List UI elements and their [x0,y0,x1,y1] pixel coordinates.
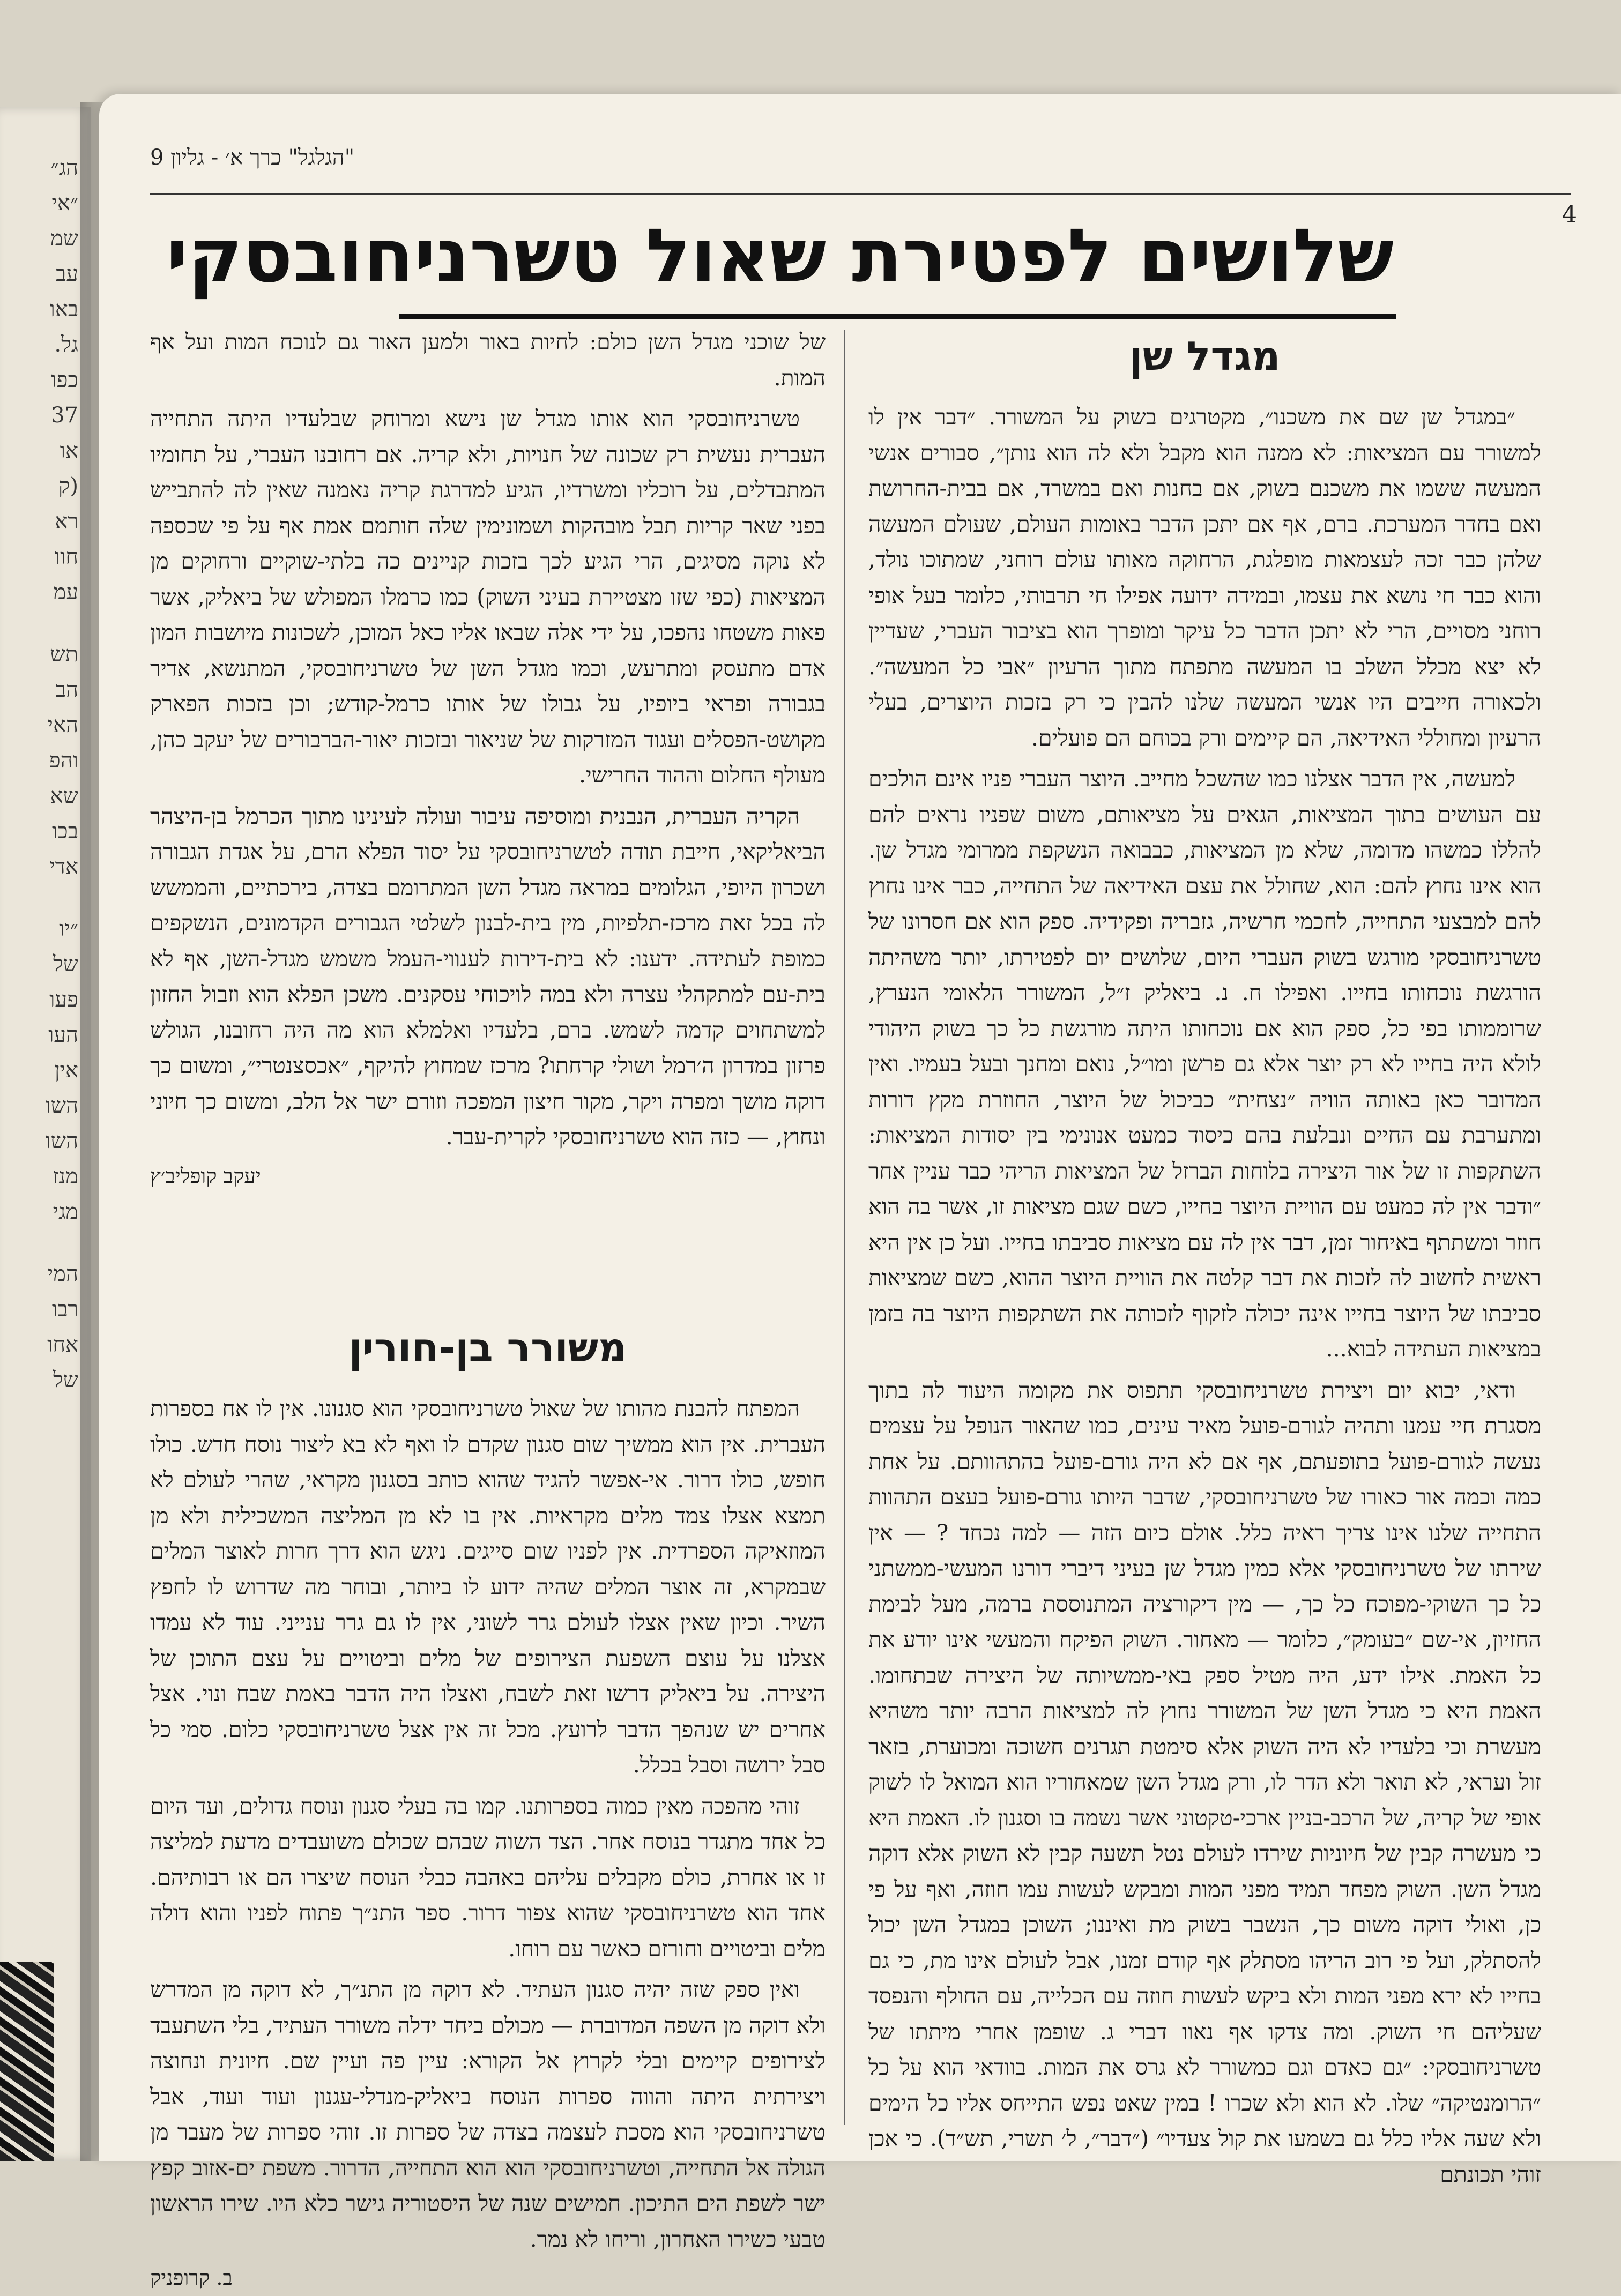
previous-page-edge [0,107,91,2161]
previous-page-fragment: ״אי [51,191,78,215]
author-signature: יעקב קופליב׳ץ [150,1164,261,1188]
main-title: שלושים לפטירת שאול טשרניחובסקי [166,213,1394,299]
author-signature: ב. קרופניק [150,2266,233,2290]
previous-page-fragment: האי [47,713,78,737]
previous-page-fragment: בכו [51,819,78,844]
previous-page-fragment: השו [45,1093,78,1118]
article-free-poet [150,1321,826,2296]
column-divider [844,330,845,2125]
running-head: "הגלגל" כרך א׳ - גליון 9 [150,145,355,170]
article-title: משורר בן-חורין [348,1325,627,1371]
previous-page-fragment: רא [55,509,78,534]
previous-page-fragment: ״יו [59,916,78,941]
paragraph: ״במגדל שן שם את משכנו״, מקטרגים בשוק על המשורר. ״דבר אין לו למשורר עם המציאות: לא ממנה הוא מקבל ולא לה הוא נותן״, סבורים אנשי המעשה ששמו את משכנם בשוק, אם בחנות ואם במשרד, אם בבית-החרושת ואם בחדר המערכת. ברם, אף אם יתכן הדבר באומות העולם, שעולם המעשה שלהן כבר זכה לעצמאות מופלגת, הרחוקה מאותו עולם רוחני, שמתוכו נולד, והוא כבר חי נושא את עצמו, ובמידה ידועה אפילו חי תרבותי, כלומר בעל אופי רוחני מסויים, הרי לא יתכן הדבר כל עיקר ומופרך הוא בציבור העברי, שעדיין לא יצא מכלל השלב בו המעשה מתפתח מתוך הרעיון ״אבי כל המעשה״. ולכאורה חייבים היו אנשי המעשה שלנו להבין כי רק בזכות היוצרים, בעלי הרעיון ומחוללי האידיאה, הם קיימים ורק בכוחם הם פועלים. [868,404,1541,751]
previous-page-fragment: אדי [49,854,78,879]
previous-page-fragment: מגי [53,1199,78,1224]
article-tower-of-ivory [868,330,1541,2197]
paragraph: הקריה העברית, הנבנית ומוסיפה עיבור ועולה לעינינו מתוך הכרמל בן-היצהר הביאליקאי, חייבת תודה לטשרניחובסקי על יסוד הפלא הרם, על אגדת הגבורה ושכרון היופי, הגלומים במראה מגדל השן המתרומם בצדה, בירכתיים, והממשש לה בכל זאת מרכז-תלפיות, מין בית-לבנון לשלטי הגבורים הקדמונים, הנשקפים כמופת לעתידה. ידענו: לא בית-דירות לענווי-העמל משמש מגדל-השן, אף לא בית-עם למתקהלי עצרה ולא במה לויכוחי עסקנים. משכן הפלא הוא וזבול החזון למשתחוים קדמה לשמש. ברם, בלעדיו ואלמלא הוא מה היה רחובנו, הגולש פרזון במדרון ה׳רמל ושולי קרחתו? מרכז שמחוץ להיקף, ״אכסצנטרי״, ומשום כך דוקה מושך ומפרה ויקר, מקור חיצון המפכה וזורם ישר אל הלב, ומשום כך חיוני ונחוץ, — כזה הוא טשרניחובסקי לקרית-עבר. [150,803,826,1150]
previous-page-fragment: מנז [53,1164,78,1189]
previous-page-fragment: רבו [51,1297,78,1322]
header-rule [150,193,1571,195]
previous-page-fragment: תש [50,642,78,667]
previous-page-fragment: הב [55,677,78,702]
previous-page-fragment: והפ [49,748,78,773]
paragraph: ואין ספק שזה יהיה סגנון העתיד. לא דוקה מן התנ״ך, לא דוקה מן המדרש ולא דוקה מן השפה המדוברת — מכולם ביחד ידלה משורר העתיד, בלי השתעבד לצירופים קיימים ובלי לקרוץ אל הקורא: עיין פה ועיין שם. חיונית ונחוצה ויצירתית היתה והווה ספרות הנוסח ביאליק-מנדלי-עגנון ועוד ועוד, אבל טשרניחובסקי הוא מסכת לעצמה בצדה של ספרות זו. זוהי ספרות של מעבר מן הגולה אל התחייה, וטשרניחובסקי הוא הוא התחייה, הדרור. משפת ים-אזוב קפץ ישר לשפת הים התיכון. חמישים שנה של היסטוריה גישר כלא היו. שירו הראשון טבעי כשירו האחרון, וריחו לא נמר. [150,1977,826,2252]
previous-page-fragment: או [60,438,78,463]
previous-page-fragment: כפו [51,368,78,392]
previous-page-fragment: עב [56,262,78,286]
previous-page-fragment: המי [47,1262,78,1286]
previous-page-fragment: אין [54,1058,78,1083]
paragraph: למעשה, אין הדבר אצלנו כמו שהשכל מחייב. היוצר העברי פניו אינם הולכים עם העושים בתוך המציאות, הגאים על מציאותם, משום שפניו נראים להם להללו כמשהו מדומה, שלא מן המציאות, כבבואה הנשקפת ממרומי מגדל שן. הוא אינו נחוץ להם: הוא, שחולל את עצם האידיאה של התחייה, כבר אינו נחוץ להם למבצעי התחייה, לחכמי חרשיה, גזבריה ופקידיה. ספק הוא אם חסרונו של טשרניחובסקי מורגש בשוק העברי היום, שלושים יום לפטירתו, יותר משהיתה הורגשת נוכחותו בחייו. ואפילו ח. נ. ביאליק ז״ל, המשורר הלאומי הנערץ, שרוממותו בפי כל, ספק הוא אם נוכחותו היתה מורגשת כל כך בשוק היהודי לולא היה בחייו לא רק יוצר אלא גם פרשן ומו״ל, נואם ומחנך ובעל בעמיו. ואין המדובר כאן באותה הוויה ״נצחית״ כביכול של היוצר, החוזרת מקץ דורות ומתערבת עם החיים ונבלעת בהם כיסוד כמעט אנונימי בין יסודות המציאות: השתקפות זו של אור היצירה בלוחות הברזל של המציאות הריהי כבר עניין אחר ״ודבר אין לה כמעט עם הוויית היוצר בחייו, כשם שגם מציאות זו, אשר בה הוא חוזר ומשתתף באיחור זמן, דבר אין לה עם מציאות סביבתו בחייו. ועל כן אין היא ראשית לחשוב לה לזכות את דבר קלטה את הוויית היוצר ההוא, כשם שמציאות סביבתו של היוצר בחייו אינה יכולה לזקוף לזכותה את השתקפות היוצר בה בזמן במציאות העתידה לבוא... [868,766,1541,1362]
previous-page-fragment: הג״ [50,155,78,180]
page-header [150,142,1571,185]
previous-page-photo [0,1962,54,2161]
previous-page-fragment: פעו [49,987,78,1012]
paragraph: טשרניחובסקי הוא אותו מגדל שן נישא ומרוחק שבלעדיו היתה התחייה העברית נעשית רק שכונה של חנויות, ולא קריה. אם רחובנו העברי, על תחומיו המתבדלים, על רוכליו ומשרדיו, הגיע למדרגת קריה נאמנה שאין לה להתבייש בפני שאר קריות תבל מובהקות ושמונימין שלה חותמם אמת אף על פי שכספה לא נוקה מסיגים, הרי הגיע לכך בזכות קניינים כה בלתי-שוקיים ורחוקים מן המציאות (כפי שזו מצטיירת בעיני השוק) כמו כרמלו המפולש של ביאליק, אשר פאות משטחו נהפכו, על ידי אלה שבאו אליו כאל המוכן, לשכונות מיושבות המון אדם מתעסק ומתרעש, וכמו מגדל השן של טשרניחובסקי, המתנשא, אדיר בגבורה ופראי ביופיו, על גבולו של אותו כרמל-קודש; וכן בזכות הפארק מקושט-הפסלים ועגוד המזרקות של שניאור ובזכות יאור-הברבורים של יעקב כהן, מעולף החלום וההוד החרישי. [150,406,826,788]
previous-page-fragment: של [53,1368,78,1392]
previous-page-fragment: עמ [53,580,78,605]
paragraph: ודאי, יבוא יום ויצירת טשרניחובסקי תתפוס את מקומה היעוד לה בתוך מסגרת חיי עמנו ותהיה לגורם-פועל מאיר עינים, כמו שהאור הנופל על עצמים נעשה לגורם-פועל בתופעתם, אף אם לא היה גורם-פועל בהתהוותם. על אחת כמה וכמה אור כאורו של טשרניחובסקי, שדבר היותו גורם-פועל בעצם התהוות התחייה שלנו אינו צריך ראיה כלל. אולם כיום הזה — למה נכחד ? — אין שירתו של טשרניחובסקי אלא כמין מגדל שן בעיני דיברי דורנו המעשי-ממשתני כל כך השוקי-מפוכח כל כך, — מין דיקורציה המתנוססת ברמה, מעל לבימת החזיון, אי-שם ״בעומק״, כלומר — מאחור. השוק הפיקח והמעשי אינו יודע את כל האמת. אילו ידע, היה מטיל ספק באי-ממשיותה של היצירה שבתחומו. האמת היא כי מגדל השן של המשורר נחוץ לה למציאות הרבה יותר משהיא מעשרת וכי בלעדיו לא היה השוק אלא סימטת תגרנים חשוכה ומכוערת, בזאר זול ועראי, לא תואר ולא הדר לו, ורק מגדל השן שמאחוריו הוא המואל לו לשוק אופי של קריה, של הרכב-בניין ארכי-טקטוני אשר נשמה בו וסגנון לו. האמת היא כי מעשרה קבין של חיוניות שירדו לעולם נטל תשעה קבין לא השוק אלא דוקה מגדל השן. השוק מפחד תמיד מפני המות ומבקש לעשות עמו חוזה, ואף על פי כן, ואולי דוקה משום כך, הנשבר בשוק מת ואיננו; השוכן במגדל השן יכול להסתלק, ועל פי רוב הריהו מסתלק אף קודם זמנו, אבל לעולם אינו מת, כי גם בחייו לא ירא מפני המות ולא ביקש לעשות חוזה עם הכלייה, עם החולף והנפסד שעליהם חי השוק. ומה צדקו אף נאוו דברי ג. שופמן אחרי מיתתו של טשרניחובסקי: ״גם כאדם וגם כמשורר לא גרס את המות. בוודאי הוא על כל ״הרומנטיקה״ שלו. לא הוא ולא שכרו ! במין שאט נפש התייחס אליו כל הימים ולא שעה אליו כלל גם בשמעו את קול צעדיו״ (״דבר״, ל׳ תשרי, תש״ד). כי אכן זוהי תכונתם [868,1377,1541,2187]
paragraph: המפתח להבנת מהותו של שאול טשרניחובסקי הוא סגנונו. אין לו אח בספרות העברית. אין הוא ממשיך שום סגנון שקדם לו ואף לא בא ליצור נוסח חדש. כולו חופש, כולו דרור. אי-אפשר להגיד שהוא כותב בסגנון מקראי, שהרי לעולם לא תמצא אצלו צמד מלים מקראיות. אין בו לא מן המליצה המשכילית ולא מן המוזאיקה הספרדית. אין לפניו שום סייגים. ניגש הוא דרך חרות לאוצר המלים שבמקרא, זה אוצר המלים שהיה ידוע לו ביותר, ובוחר מה שדרוש לו לחפץ השיר. וכיון שאין אצלו לעולם גרר לשוני, אין לו גם גרר ענייני. עוד לא עמדו אצלנו על עוצם השפעת הצירופים של מלים וביטויים על עצם התוכן של היצירה. על ביאליק דרשו זאת לשבח, ואצלו היה הדבר באמת שבח ונוי. אצל אחרים יש שנהפך הדבר לרועץ. מכל זה אין אצל טשרניחובסקי כלום. סמי כל סבל ירושה וסבל בכלל. [150,1396,826,1778]
previous-page-fragment: של [53,952,78,976]
page-number: 4 [1562,201,1577,228]
previous-page-fragment: שא [50,784,78,808]
previous-page-fragment: שמ [50,226,78,251]
magazine-page [99,94,1621,2290]
title-underline [399,314,1396,319]
previous-page-fragment: אחו [47,1332,78,1357]
previous-page-fragment: השו [45,1129,78,1153]
previous-page-fragment: חוו [54,545,78,569]
article-title: מגדל שן [1129,333,1281,379]
previous-page-fragment: גל. [54,332,78,357]
previous-page-fragment: באו [49,297,78,322]
paragraph: של שוכני מגדל השן כולם: לחיות באור ולמען האור גם לנוכח המות ועל אף המות. [150,329,826,391]
previous-page-fragment: 37 [51,403,78,428]
previous-page-text [45,150,78,1398]
previous-page-fragment: העו [48,1023,78,1047]
paragraph: זוהי מהפכה מאין כמוה בספרותנו. קמו בה בעלי סגנון ונוסח גדולים, ועד היום כל אחד מתגדר בנוסח אחר. הצד השוה שבהם שכולם משועבדים מדעת למליצה זו או אחרת, כולם מקבלים עליהם באהבה כבלי הנוסח שיצרו הם או רבותיהם. אחד הוא טשרניחובסקי שהוא צפור דרור. ספר התנ״ך פתוח לפניו והוא דולה מלים וביטויים וחורזם כאשר עם רוחו. [150,1793,826,1962]
article-continuation [150,324,826,1194]
previous-page-fragment: (ק [58,474,78,498]
